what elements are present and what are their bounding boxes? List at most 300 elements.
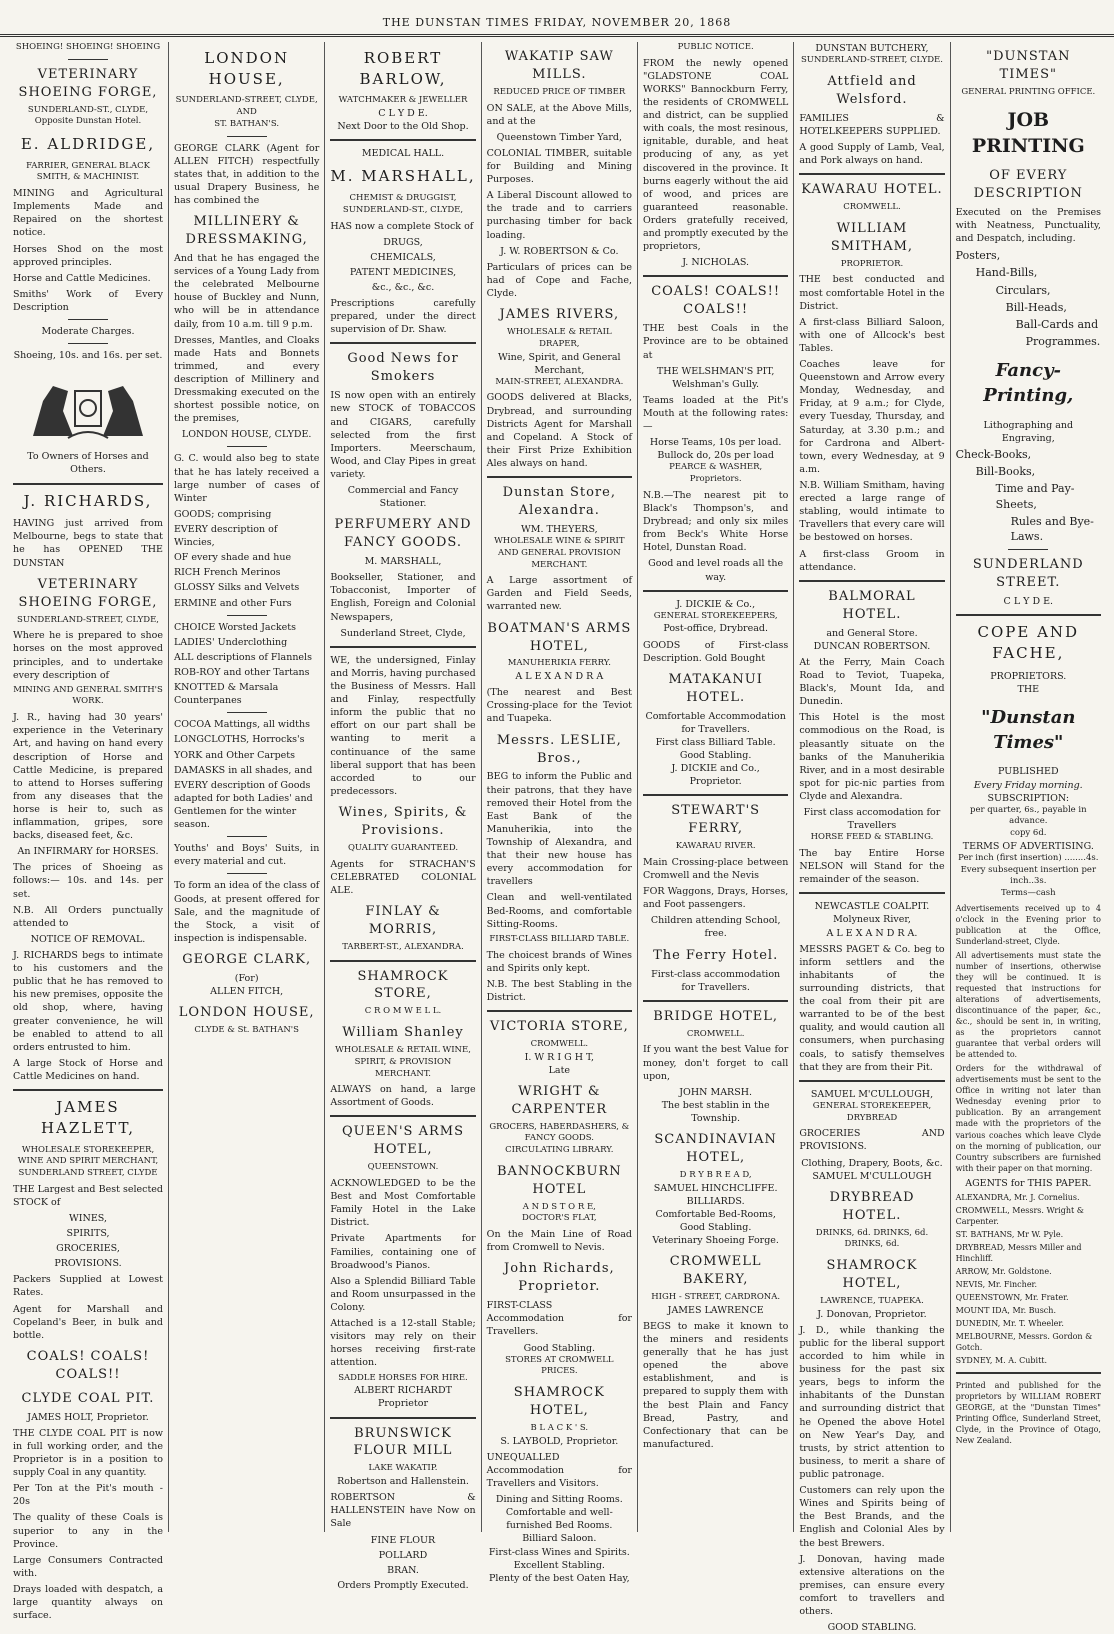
list-item: GROCERIES, <box>56 1243 120 1255</box>
list-item: LADIES' Underclothing <box>174 636 288 648</box>
blacks: B L A C K ' S. <box>530 1423 589 1433</box>
thick-rule <box>956 614 1101 616</box>
stable: Attached is a 12-stall Stable; visitors may rely on their horses receiving first-rate attention. <box>330 1318 476 1369</box>
nicholas: J. NICHOLAS. <box>682 257 750 269</box>
drybread-hotel: DRYBREAD HOTEL. <box>829 1189 915 1223</box>
divider <box>227 136 267 137</box>
thick-rule <box>643 1000 788 1002</box>
list-item: COCOA Mattings, all widths <box>174 719 310 731</box>
list-item: DUNEDIN, Mr. T. Wheeler. <box>955 1319 1064 1329</box>
ferry-hotel: The Ferry Hotel. <box>653 947 779 963</box>
list-item: Programmes. <box>1025 335 1101 349</box>
idea-text: To form an idea of the class of Goods, at present offered for Sale, and the magnitude of the Stock, a visit of inspection is indispensable. <box>174 880 320 944</box>
richards-name: J. RICHARDS, <box>23 491 153 510</box>
dickie-co: J. DICKIE & Co., <box>676 598 756 610</box>
john-richards: John Richards, Proprietor. <box>504 1261 615 1295</box>
thick-rule <box>643 590 788 592</box>
shamrock-hotel: SHAMROCK HOTEL, <box>513 1385 605 1419</box>
column-3 <box>325 42 481 1591</box>
nearest-crossing: (The nearest and Best Crossing-place for the Teviot and Tuapeka. <box>486 687 632 725</box>
divider <box>1008 549 1048 550</box>
mining-text: MINING and Agricultural Implements Made and Repaired on the shortest notice. <box>13 188 163 239</box>
list-item: KNOTTED & Marsala Counterpanes <box>174 682 279 707</box>
sunderland: Sunderland Street, Clyde, <box>340 627 466 639</box>
horse-teams: Horse Teams, 10s per load. <box>649 437 782 449</box>
the: THE <box>1017 683 1040 695</box>
stock-medicines: A large Stock of Horse and Cattle Medicines on hand. <box>13 1057 163 1083</box>
bed-rooms: Comfortable Bed-Rooms, <box>655 1208 776 1220</box>
and-text: AND <box>236 107 257 118</box>
column-2 <box>169 42 325 1532</box>
drinks: DRINKS, 6d. DRINKS, 6d. DRINKS, 6d. <box>815 1227 929 1250</box>
james-lawrence: JAMES LAWRENCE <box>667 1304 764 1316</box>
dunstan-times-title: "DUNSTAN TIMES" <box>986 49 1071 82</box>
list-item: DRYBREAD, Messrs Miller and Hinchliff. <box>955 1242 1082 1263</box>
horse-crest-icon <box>13 366 163 446</box>
subscription: SUBSCRIPTION: <box>987 792 1070 804</box>
gc-text: G. C. would also beg to state that he has lately received a large number of cases of Winter <box>174 453 320 504</box>
list-item: BRAN. <box>387 1564 419 1576</box>
forge-address: SUNDERLAND-ST., CLYDE, <box>27 104 149 115</box>
best-stablin: The best stablin in the Township. <box>661 1099 770 1124</box>
hazlett-address: SUNDERLAND STREET, CLYDE <box>18 1167 158 1178</box>
children: Children attending School, free. <box>650 915 781 940</box>
molyneux: Molyneux River, <box>833 914 911 926</box>
list-item: POLLARD <box>378 1549 428 1561</box>
list-item: Hand-Bills, <box>975 266 1038 280</box>
tarbert: TARBERT-ST., ALEXANDRA. <box>342 941 464 952</box>
nb-stabling: N.B. The best Stabling in the District. <box>486 978 632 1003</box>
list-item: ROB-ROY and other Tartans <box>174 667 310 679</box>
welshman-pit: THE WELSHMAN'S PIT, <box>656 365 775 377</box>
column-6 <box>794 42 950 1634</box>
thick-rule <box>799 892 944 894</box>
queenstown: QUEENSTOWN. <box>367 1162 439 1173</box>
column-7 <box>951 42 1106 1532</box>
list-item: ST. BATHANS, Mr W. Pyle. <box>955 1229 1064 1239</box>
library: CIRCULATING LIBRARY. <box>505 1145 614 1156</box>
shamrock-hotel: SHAMROCK HOTEL, <box>826 1258 918 1292</box>
cromwell: CROMWELL. <box>843 202 901 213</box>
choicest: The choicest brands of Wines and Spirits only kept. <box>486 949 632 974</box>
robertson-text: ROBERTSON & HALLENSTEIN have Now on Sale <box>330 1492 476 1530</box>
executed: Executed on the Premises with Neatness, Punctuality, and Despatch, including. <box>955 206 1101 245</box>
coals-heading: COALS! COALS!! COALS!! <box>651 284 781 318</box>
bullock: Bullock do, 20s per load <box>657 450 774 462</box>
list-item: PATENT MEDICINES, <box>349 266 457 278</box>
excellent-stabling: Excellent Stabling. <box>513 1559 605 1571</box>
finlay-morris: FINLAY & MORRIS, <box>365 903 441 937</box>
aldridge-trade: FARRIER, GENERAL BLACK SMITH, & MACHINIST. <box>26 160 150 183</box>
bed-rooms: Comfortable and well-furnished Bed Rooms. <box>505 1507 613 1532</box>
list-item: EVERY description of Goods adapted for both Ladies' and Gentlemen for the winter season. <box>174 779 313 831</box>
victoria-store: VICTORIA STORE, <box>489 1018 629 1034</box>
always-text: ALWAYS on hand, a large Assortment of Goods. <box>330 1084 476 1109</box>
wright: I. W R I G H T, <box>524 1051 595 1063</box>
per-inch: Per inch (first insertion) ........4s. <box>958 853 1099 863</box>
seeds: A Large assortment of Garden and Field Seeds, warranted new. <box>486 575 632 613</box>
billiard-table: First class Billiard Table. <box>655 736 776 748</box>
list-item: WINES, <box>69 1212 107 1224</box>
copy: copy 6d. <box>1010 828 1047 839</box>
per-quarter: per quarter, 6s., payable in advance. <box>970 804 1087 827</box>
attfield: Attfield and Welsford. <box>827 73 917 107</box>
private-apartments: Private Apartments for Families, containing one of Broadwood's Pianos. <box>330 1233 476 1271</box>
packers: Packers Supplied at Lowest Rates. <box>13 1274 163 1299</box>
good-stabling-2: Good Stabling. <box>679 1221 752 1233</box>
richards-mining: MINING AND GENERAL SMITH'S WORK. <box>13 684 163 707</box>
list-item: EVERY description of Wincies, <box>174 524 278 549</box>
divider <box>227 712 267 713</box>
thick-rule <box>330 960 475 962</box>
nb-stabling: N.B. William Smitham, having erected a large range of stabling, would intimate to Travellers that every care will be bestowed on horses. <box>799 480 945 544</box>
brunswick: BRUNSWICK FLOUR MILL <box>353 1425 453 1459</box>
cope-fache: COPE AND FACHE, <box>977 623 1080 662</box>
marshall-name: M. MARSHALL, <box>330 167 476 186</box>
smitham: WILLIAM SMITHAM, <box>830 220 914 254</box>
subsequent: Every subsequent insertion per inch..3s. <box>960 864 1097 887</box>
rivers-trade: WHOLESALE & RETAIL DRAPER, <box>506 327 612 349</box>
list-item: RICH French Merinos <box>174 567 281 579</box>
list-item: Time and Pay-Sheets, <box>995 482 1075 511</box>
shanley-trade: WHOLESALE & RETAIL WINE, SPIRIT, & PROVISION MERCHANT. <box>335 1045 471 1079</box>
clean-rooms: Clean and well-ventilated Bed-Rooms, and comfortable Sitting-Rooms. <box>486 892 632 930</box>
late: Late <box>548 1064 571 1076</box>
list-item: ARROW, Mr. Goldstone. <box>955 1266 1052 1276</box>
agent: Agent for Marshall and Copeland's Beer, in bulk and bottle. <box>13 1303 163 1341</box>
wright-carpenter: WRIGHT & CARPENTER <box>511 1083 608 1117</box>
kawarau-hotel: KAWARAU HOTEL. <box>801 182 943 198</box>
thick-rule <box>330 1417 475 1419</box>
richards-forge: VETERINARY SHOEING FORGE, <box>18 576 158 610</box>
list-item: Ball-Cards and <box>1015 317 1099 331</box>
thick-rule <box>643 794 788 796</box>
and-store: A N D S T O R E, <box>522 1201 596 1212</box>
crossing: Main Crossing-place between Cromwell and the Nevis <box>642 856 789 882</box>
agents: AGENTS for THIS PAPER. <box>965 1177 1092 1189</box>
friday: Every Friday morning. <box>973 779 1083 791</box>
drybread: D R Y B R E A D, <box>679 1169 752 1180</box>
stationer: Commercial and Fancy Stationer. <box>347 485 459 510</box>
proprietors: PROPRIETORS. <box>990 670 1067 682</box>
proprietor: Proprietor <box>377 1398 428 1410</box>
state: All advertisements must state the number of insertions, otherwise they will be continued. It is requested that instructions for alterations of advertisements, discontinuance of the paper, &c., &c., should be sent in, in writing, as the proprietors cannot guarantee that verbal orders will be attended to. <box>955 951 1101 1060</box>
clothing: Clothing, Drapery, Boots, &c. <box>801 1157 943 1169</box>
storekeeper: GENERAL STOREKEEPER, <box>812 1100 932 1111</box>
list-item: FINE FLOUR <box>370 1534 436 1546</box>
list-item: SPIRITS, <box>66 1227 110 1239</box>
dresses-text: Dresses, Mantles, and Cloaks made Hats and Bonnets trimmed, and every description of Millinery and Dressmaking executed on the shortest possible notice, on the premises, <box>174 334 320 425</box>
list-item: GLOSSY Silks and Velvets <box>174 582 300 594</box>
ferry-text: First-class accommodation for Travellers. <box>651 968 781 993</box>
clyde: C L Y D E. <box>1003 596 1054 608</box>
divider <box>68 343 108 344</box>
fancy-printing: Fancy-Printing, <box>983 360 1074 407</box>
thick-rule <box>643 275 788 277</box>
stock-text: HAS now a complete Stock of <box>330 220 474 232</box>
john-marsh: JOHN MARSH. <box>679 1086 753 1098</box>
best-coals: THE best Coals in the Province are to be obtained at <box>642 323 789 361</box>
colonial-timber: COLONIAL TIMBER, suitable for Building and Mining Purposes. <box>486 147 632 186</box>
reduced-price: REDUCED PRICE OF TIMBER <box>493 86 626 97</box>
lake-wakatip: LAKE WAKATIP. <box>368 1463 438 1474</box>
divider <box>227 446 267 447</box>
for-text: (For) <box>234 972 259 984</box>
list-item: DAMASKS in all shades, and <box>174 764 313 776</box>
good-stabling: Good Stabling. <box>523 1342 596 1354</box>
newspaper-page <box>8 42 1106 1634</box>
discount: A Liberal Discount allowed to the trade and to carriers purchasing timber for back loading. <box>486 190 632 241</box>
richards-address: SUNDERLAND-STREET, CLYDE, <box>17 614 159 625</box>
general-store: and General Store. <box>826 627 918 639</box>
billiard-saloon: Billiard Saloon. <box>522 1533 597 1545</box>
wines-heading: Wines, Spirits, & Provisions. <box>338 805 468 838</box>
groom: A first-class Groom in attendance. <box>799 548 945 573</box>
first-class: FIRST-CLASS Accommodation for Travellers. <box>486 1300 632 1338</box>
duncan-robertson: DUNCAN ROBERTSON. <box>813 640 931 652</box>
ferry-road: At the Ferry, Main Coach Road to Teviot, Tuapeka, Black's, Mount Ida, and Dunedin. <box>799 656 945 708</box>
list-item: PROVISIONS. <box>54 1258 122 1270</box>
london-house-2: LONDON HOUSE, <box>178 1005 315 1021</box>
lawrence-text: BEGS to make it known to the miners and residents generally that he has just opened the above establishment, and is prepared to supply them with the best Plain and Fancy Bread, Pastry, and Confectionary that can be manufactured. <box>642 1320 789 1450</box>
list-item: Bill-Heads, <box>1005 300 1067 314</box>
thick-rule <box>330 1115 475 1117</box>
holt-proprietor: JAMES HOLT, Proprietor. <box>27 1411 149 1423</box>
george-clark: GEORGE CLARK, <box>182 951 312 967</box>
list-item: NEVIS, Mr. Fincher. <box>955 1279 1038 1289</box>
for-waggons: FOR Waggons, Drays, Horses, and Foot passengers. <box>642 886 789 911</box>
list-item: Circulars, <box>995 283 1051 297</box>
per-ton: Per Ton at the Pit's mouth - 20s <box>13 1483 163 1508</box>
published: PUBLISHED <box>997 766 1059 778</box>
robertson-co: J. W. ROBERTSON & Co. <box>500 245 619 257</box>
prescriptions: Prescriptions carefully prepared, under the direct supervision of Dr. Shaw. <box>330 298 476 336</box>
robertson-hallenstein: Robertson and Hallenstein. <box>337 1476 469 1488</box>
coaches: Coaches leave for Queenstown and Arrow every Monday, Wednesday, and Friday, at 9 a.m.; for Clyde, every Tuesday, Thursday, and Saturday, at 3.30 p.m.; and for Cardrona and Albert-town, every Wednesday, at 9 a.m. <box>799 359 945 475</box>
groceries: GROCERIES AND PROVISIONS. <box>799 1128 945 1153</box>
billiard-table: Also a Splendid Billiard Table and Room unsurpassed in the Colony. <box>330 1275 476 1314</box>
thick-rule <box>956 1372 1101 1374</box>
column-1 <box>8 42 169 1622</box>
thick-rule <box>330 342 475 344</box>
charges: Moderate Charges. <box>41 326 135 338</box>
richards-prepared: Where he is prepared to shoe horses on the most approved principles, and to undertake every description of <box>13 630 163 681</box>
thick-rule <box>799 1080 944 1082</box>
proprietor: Proprietor. <box>689 776 742 788</box>
accomodation: First class accomodation for Travellers <box>803 807 941 832</box>
dickie-2: J. DICKIE and Co., <box>671 763 760 775</box>
divider <box>227 615 267 616</box>
list-item: Bill-Books, <box>975 465 1036 479</box>
hazlett-trade: WHOLESALE STOREKEEPER, WINE AND SPIRIT MERCHANT, <box>17 1144 159 1167</box>
alexandra: A L E X A N D R A <box>515 671 604 683</box>
terms-cash: Terms—cash <box>1000 888 1056 899</box>
forge-title: VETERINARY SHOEING FORGE, <box>18 66 158 100</box>
manuherikia: MANUHERIKIA FERRY. <box>507 658 611 669</box>
list-item: CHEMICALS, <box>370 251 436 263</box>
printing-office: GENERAL PRINTING OFFICE. <box>961 86 1096 97</box>
horses-shod: Horses Shod on the most approved principles. <box>13 243 163 268</box>
nelson: The bay Entire Horse NELSON will Stand for the remainder of the season. <box>799 848 945 886</box>
coal-quality: The quality of these Coals is superior to any in the Province. <box>13 1512 163 1550</box>
orders: Orders Promptly Executed. <box>337 1579 469 1591</box>
richardt: ALBERT RICHARDT <box>354 1385 452 1397</box>
queenstown-yard: Queenstown Timber Yard, <box>496 131 623 143</box>
shoeing-price: Shoeing, 10s. and 16s. per set. <box>13 350 163 362</box>
list-item: Rules and Bye-Laws. <box>1010 514 1094 543</box>
clyde: C L Y D E. <box>378 108 428 120</box>
barlow-trade: WATCHMAKER & JEWELLER <box>338 95 468 106</box>
good-stabling: GOOD STABLING. <box>827 1622 917 1634</box>
james-rivers: JAMES RIVERS, <box>499 307 620 323</box>
tuapeka: LAWRENCE, TUAPEKA. <box>820 1295 924 1306</box>
goods-delivered: GOODS delivered at Blacks, Drybread, and surrounding Districts Agent for Marshall and Copeland. A Stock of their First Prize Exhibition Ales always on hand. <box>486 392 632 469</box>
column-5 <box>638 42 794 1532</box>
particulars: Particulars of prices can be had of Cope and Fache, Clyde. <box>486 261 632 300</box>
stewarts-ferry: STEWART'S FERRY, <box>671 803 761 837</box>
coals-heading: COALS! COALS! COALS!! <box>26 1348 150 1382</box>
wakatip-saw-mills: WAKATIP SAW MILLS. <box>504 49 614 82</box>
perfumery: PERFUMERY AND FANCY GOODS. <box>334 517 472 551</box>
divider <box>227 836 267 837</box>
saddle-horses: SADDLE HORSES FOR HIRE. <box>338 1372 468 1383</box>
clyde-pit: CLYDE COAL PIT. <box>21 1390 155 1406</box>
removal-notice: NOTICE OF REMOVAL. <box>30 933 146 945</box>
list-item: SYDNEY, M. A. Cubitt. <box>955 1356 1048 1366</box>
teams: Teams loaded at the Pit's Mouth at the following rates:— <box>642 394 789 433</box>
strachan: Agents for STRACHAN'S CELEBRATED COLONIAL ALE. <box>330 858 476 896</box>
list-item: LONGCLOTHS, Horrocks's <box>174 734 305 746</box>
list-item: QUEENSTOWN, Mr. Frater. <box>955 1292 1069 1302</box>
forge-opposite: Opposite Dunstan Hotel. <box>34 116 142 127</box>
withdrawal: Orders for the withdrawal of advertisements must be sent to the Office in writing not later than Wednesday evening prior to publication. By an arrangement made with the proprietors of the various coaches which leave Clyde on the morning of publication, our Country subscribers are furnished with their paper on that morning. <box>955 1064 1101 1173</box>
dining: Dining and Sitting Rooms. <box>495 1494 623 1506</box>
theyers: WM. THEYERS, <box>521 523 598 535</box>
bridge-cromwell: CROMWELL. <box>686 1028 745 1039</box>
masthead-title: THE DUNSTAN TIMES FRIDAY, NOVEMBER 20, 1868 <box>382 16 732 29</box>
smokers-text: IS now open with an entirely new STOCK of TOBACCOS and CIGARS, carefully selected from the first Importers. Meerschaum, Wood, and Clay Pipes in great variety. <box>330 390 476 480</box>
wine-spirit: Wine, Spirit, and General Merchant, <box>498 351 621 376</box>
main-line: On the Main Line of Road from Cromwell to Nevis. <box>486 1229 632 1254</box>
medical-hall: MEDICAL HALL. <box>361 148 445 160</box>
nb-pit: N.B.—The nearest pit to Black's Thompson's, and Drybread; and only six miles from Beck's White Horse Hotel, Dunstan Road. <box>642 489 789 554</box>
list-item: ALL descriptions of Flannels <box>174 651 312 663</box>
first-wines: First-class Wines and Spirits. <box>488 1546 630 1558</box>
hazlett-stock: THE Largest and Best selected STOCK of <box>13 1183 163 1208</box>
butchery-address: SUNDERLAND-STREET, CLYDE. <box>800 55 943 66</box>
billiard-saloon: A first-class Billiard Saloon, with one of Allcock's best Tables. <box>799 316 945 354</box>
finlay-text: WE, the undersigned, Finlay and Morris, having purchased the Business of Messrs. Hall and Finlay, respectfully inform the public that no effort on our part shall be wanting to merit a continuance of the same liberal support that has been accorded to our predecessors. <box>330 654 476 797</box>
divider <box>68 59 108 60</box>
alexandra: A L E X A N D R A. <box>826 927 918 939</box>
printed: Printed and published for the proprietors by WILLIAM ROBERT GEORGE, at the "Dunstan Times" Printing Office, Sunderland Street, Clyde, in the Province of Otago, New Zealand. <box>955 1381 1101 1446</box>
smiths-work: Smiths' Work of Every Description <box>13 288 163 314</box>
terms: TERMS OF ADVERTISING. <box>962 840 1094 852</box>
leslie-bros: Messrs. LESLIE, Bros., <box>496 732 622 766</box>
sunderland-street: SUNDERLAND STREET. <box>972 557 1084 591</box>
st-bathans: ST. BATHAN'S. <box>214 118 280 129</box>
list-item: MELBOURNE, Messrs. Gordon & Gotch. <box>955 1332 1093 1353</box>
infirmary: An INFIRMARY for HORSES. <box>17 846 159 858</box>
thick-rule <box>330 139 475 141</box>
thick-rule <box>487 476 632 478</box>
cromwell-bakery: CROMWELL BAKERY, <box>669 1254 762 1288</box>
theyers-trade: WHOLESALE WINE & SPIRIT AND GENERAL PROVISION MERCHANT. <box>494 536 625 570</box>
hinchcliffe: SAMUEL HINCHCLIFFE. <box>653 1182 778 1194</box>
list-item: CROMWELL, Messrs. Wright & Carpenter. <box>955 1205 1084 1226</box>
grocers: GROCERS, HABERDASHERS, & FANCY GOODS. <box>489 1121 630 1144</box>
billiards: BILLIARDS. <box>686 1195 745 1207</box>
shoeing-tag: SHOEING! SHOEING! SHOEING <box>15 42 161 52</box>
millinery-heading: MILLINERY & DRESSMAKING, <box>185 214 308 248</box>
lithographing: Lithographing and Engraving, <box>983 419 1074 445</box>
barlow-name: ROBERT BARLOW, <box>359 49 447 88</box>
thick-rule <box>487 1010 632 1012</box>
list-item: ALEXANDRA, Mr. J. Cornelius. <box>955 1192 1080 1202</box>
main-street: MAIN-STREET, ALEXANDRA. <box>495 376 624 387</box>
youths-suits: Youths' and Boys' Suits, in every material and cut. <box>174 843 320 868</box>
thick-rule <box>330 646 475 648</box>
value: If you want the best Value for money, don't forget to call upon, <box>642 1044 789 1082</box>
next-door: Next Door to the Old Shop. <box>337 121 469 133</box>
cromwell: CROMWELL. <box>530 1038 589 1049</box>
london-address: SUNDERLAND-STREET, CLYDE, <box>175 95 318 106</box>
boatmans-arms: BOATMAN'S ARMS HOTEL, <box>487 620 632 654</box>
nb-orders: N.B. All Orders punctually attended to <box>13 904 163 929</box>
public-notice: PUBLIC NOTICE. <box>677 42 754 52</box>
doctors-flat: DOCTOR'S FLAT, <box>522 1213 597 1224</box>
list-item: CHOICE Worsted Jackets <box>174 621 296 633</box>
sale-text: ON SALE, at the Above Mills, and at the <box>486 102 632 127</box>
millinery-text: And that he has engaged the services of a Young Lady from the celebrated Melbourne house of Buckley and Nunn, who will be in attendance daily, from 10 a.m. till 9 p.m. <box>174 252 320 330</box>
thick-rule <box>13 483 163 485</box>
hazlett-name: JAMES HAZLETT, <box>40 1098 136 1137</box>
list-item: ERMINE and other Furs <box>174 597 292 609</box>
list-item: Check-Books, <box>955 448 1032 462</box>
marshall-2: M. MARSHALL, <box>364 556 442 568</box>
job-printing: JOB PRINTING <box>971 108 1085 157</box>
stores-prices: STORES AT CROMWELL PRICES. <box>505 1354 614 1377</box>
newcastle: NEWCASTLE COALPIT. <box>814 901 930 913</box>
list-item: DRUGS, <box>383 236 423 248</box>
shanley: William Shanley <box>342 1025 464 1041</box>
queens-text: ACKNOWLEDGED to be the Best and Most Comfortable Family Hotel in the Lake District. <box>330 1178 476 1229</box>
good-stabling: Good Stabling. <box>679 750 752 761</box>
prices-shoeing: The prices of Shoeing as follows:— 10s. and 14s. per set. <box>13 862 163 900</box>
list-item: &c., &c., &c. <box>371 281 435 293</box>
list-item: YORK and Other Carpets <box>174 749 295 761</box>
commodious: This Hotel is the most commodious on the Road, is pleasantly situate on the banks of the Manuherikia River, and in a most desirable spot for pic-nic parties from Clyde and Alexandra. <box>799 712 945 802</box>
donovan: J. Donovan, Proprietor. <box>817 1308 927 1320</box>
smokers-heading: Good News for Smokers <box>347 351 459 385</box>
divider <box>227 873 267 874</box>
large-consumers: Large Consumers Contracted with. <box>13 1554 163 1579</box>
list-item: Posters, <box>955 249 1001 263</box>
clyde-bathans: CLYDE & St. BATHAN'S <box>194 1025 299 1036</box>
billiard-table: FIRST-CLASS BILLIARD TABLE. <box>489 933 630 944</box>
bannockburn: BANNOCKBURN HOTEL <box>496 1163 622 1197</box>
kawarau-river: KAWARAU RIVER. <box>675 841 756 852</box>
bookseller: Bookseller, Stationer, and Tobacconist, Importer of English, Foreign and Colonial Newspapers, <box>330 572 476 623</box>
laybold: S. LAYBOLD, Proprietor. <box>500 1435 619 1447</box>
horse-feed: HORSE FEED & STABLING. <box>810 832 934 843</box>
welshman-gully: Welshman's Gully. <box>672 378 760 390</box>
to-owners: To Owners of Horses and Others. <box>27 451 149 476</box>
received: Advertisements received up to 4 o'clock in the Evening prior to publication at the Office, Sunderland-street, Clyde. <box>955 903 1101 946</box>
high-street: HIGH - STREET, CARDRONA. <box>651 1292 781 1303</box>
mccullough-2: SAMUEL M'CULLOUGH <box>812 1170 932 1182</box>
balmoral: BALMORAL HOTEL. <box>828 588 916 622</box>
